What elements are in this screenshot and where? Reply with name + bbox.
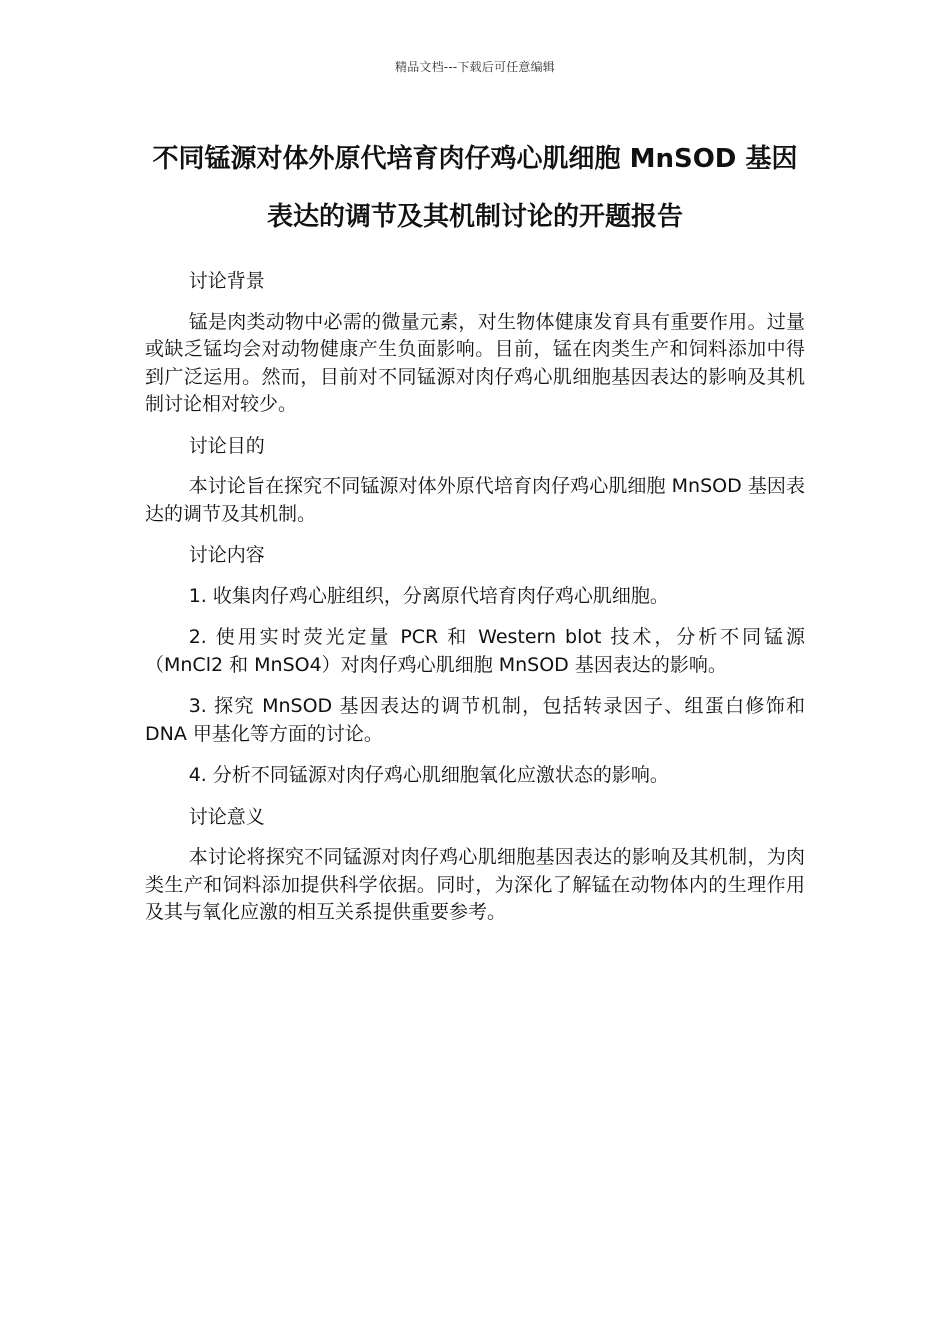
content-item-3: 3. 探究 MnSOD 基因表达的调节机制，包括转录因子、组蛋白修饰和 DNA 甲基化等方面的讨论。 (145, 695, 805, 745)
section-heading-significance: 讨论意义 (188, 805, 265, 828)
content-item-1: 1. 收集肉仔鸡心脏组织，分离原代培育肉仔鸡心肌细胞。 (188, 584, 669, 607)
document-body (145, 268, 805, 941)
header-note: 精品文档---下载后可任意编辑 (395, 60, 555, 74)
document-title: 不同锰源对体外原代培育肉仔鸡心肌细胞 MnSOD 基因表达的调节及其机制讨论的开题报告 (152, 144, 798, 232)
paragraph-background: 锰是肉类动物中必需的微量元素，对生物体健康发育具有重要作用。过量或缺乏锰均会对动物健康产生负面影响。目前，锰在肉类生产和饲料添加中得到广泛运用。然而，目前对不同锰源对肉仔鸡心肌细胞基因表达的影响及其机制讨论相对较少。 (145, 310, 805, 415)
section-heading-background: 讨论背景 (188, 270, 265, 292)
content-item-4: 4. 分析不同锰源对肉仔鸡心肌细胞氧化应激状态的影响。 (188, 764, 669, 786)
section-heading-purpose: 讨论目的 (188, 434, 265, 457)
paragraph-significance: 本讨论将探究不同锰源对肉仔鸡心肌细胞基因表达的影响及其机制，为肉类生产和饲料添加提供科学依据。同时，为深化了解锰在动物体内的生理作用及其与氧化应激的相互关系提供重要参考。 (145, 846, 805, 923)
section-heading-content: 讨论内容 (188, 544, 265, 566)
paragraph-purpose: 本讨论旨在探究不同锰源对体外原代培育肉仔鸡心肌细胞 MnSOD 基因表达的调节及其机制。 (145, 475, 805, 525)
content-item-2: 2. 使用实时荧光定量 PCR 和 Western blot 技术，分析不同锰源（MnCl2 和 MnSO4）对肉仔鸡心肌细胞 MnSOD 基因表达的影响。 (145, 626, 805, 676)
